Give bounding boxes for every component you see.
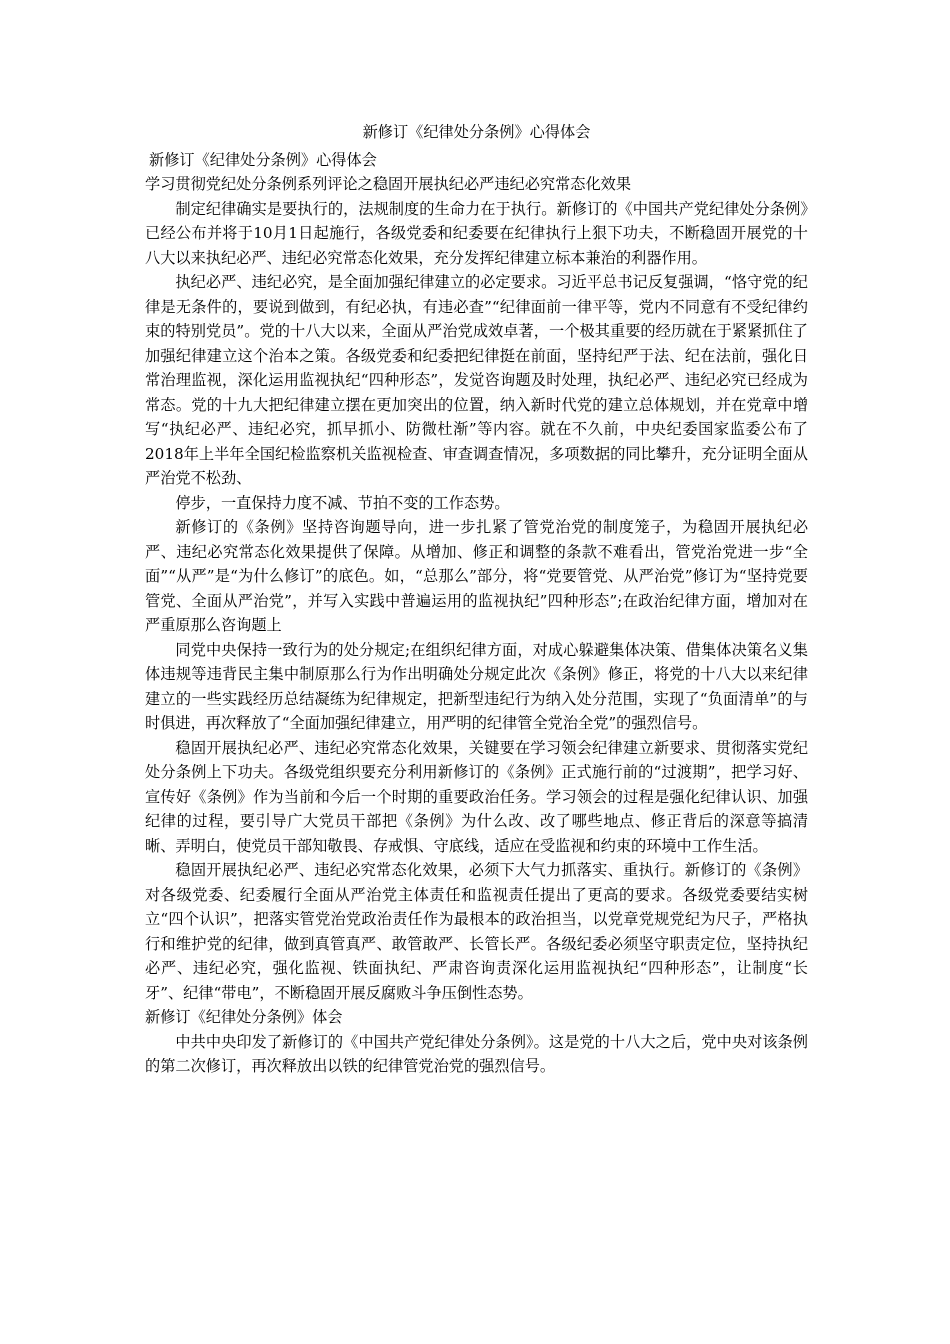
document-page — [145, 120, 808, 1079]
paragraph: 新修订的《条例》坚持咨询题导向，进一步扎紧了管党治党的制度笼子，为稳固开展执纪必严、违纪必究常态化效果提供了保障。从增加、修正和调整的条款不难看出，管党治党进一步“全面”“从严”是“为什么修订”的底色。如，“总那么”部分，将“党要管党、从严治党”修订为“坚持党要管党、全面从严治党”，并写入实践中普遍运用的监视执纪”四种形态”;在政治纪律方面，增加对在严重原那么咨询题上 — [145, 518, 808, 634]
paragraph: 稳固开展执纪必严、违纪必究常态化效果，关键要在学习领会纪律建立新要求、贯彻落实党纪处分条例上下功夫。各级党组织要充分利用新修订的《条例》正式施行前的“过渡期”，把学习好、宣传好《条例》作为当前和今后一个时期的重要政治任务。学习领会的过程是强化纪律认识、加强纪律的过程，要引导广大党员干部把《条例》为什么改、改了哪些地点、修正背后的深意等搞清晰、弄明白，使党员干部知敬畏、存戒惧、守底线，适应在受监视和约束的环境中工作生活。 — [145, 738, 808, 855]
paragraph: 制定纪律确实是要执行的，法规制度的生命力在于执行。新修订的《中国共产党纪律处分条例》已经公布并将于10月1日起施行，各级党委和纪委要在纪律执行上狠下功夫，不断稳固开展党的十八大以来执纪必严、违纪必究常态化效果，充分发挥纪律建立标本兼治的利器作用。 — [145, 199, 808, 267]
document-subtitle: 新修订《纪律处分条例》心得体会 — [149, 150, 377, 169]
series-title: 学习贯彻党纪处分条例系列评论之稳固开展执纪必严违纪必究常态化效果 — [145, 175, 631, 193]
paragraph: 停步，一直保持力度不减、节拍不变的工作态势。 — [175, 493, 510, 512]
document-title: 新修订《纪律处分条例》心得体会 — [362, 123, 591, 141]
paragraph: 同党中央保持一致行为的处分规定;在组织纪律方面，对成心躲避集体决策、借集体决策名义集体违规等违背民主集中制原那么行为作出明确处分规定此次《条例》修正，将党的十八大以来纪律建立的一些实践经历总结凝练为纪律规定，把新型违纪行为纳入处分范围，实现了“负面清单”的与时俱进，再次释放了“全面加强纪律建立，用严明的纪律管全党治全党”的强烈信号。 — [145, 640, 808, 732]
paragraph: 稳固开展执纪必严、违纪必究常态化效果，必须下大气力抓落实、重执行。新修订的《条例》对各级党委、纪委履行全面从严治党主体责任和监视责任提出了更高的要求。各级党委要结实树立“四个认识”，把落实管党治党政治责任作为最根本的政治担当，以党章党规党纪为尺子，严格执行和维护党的纪律，做到真管真严、敢管敢严、长管长严。各级纪委必须坚守职责定位，坚持执纪必严、违纪必究，强化监视、铁面执纪、严肃咨询责深化运用监视执纪“四种形态”，让制度“长牙”、纪律“带电”，不断稳固开展反腐败斗争压倒性态势。 — [145, 861, 808, 1002]
final-paragraph: 中共中央印发了新修订的《中国共产党纪律处分条例》。这是党的十八大之后，党中央对该条例的第二次修订，再次释放出以铁的纪律管党治党的强烈信号。 — [145, 1032, 808, 1075]
paragraph: 执纪必严、违纪必究，是全面加强纪律建立的必定要求。习近平总书记反复强调，“恪守党的纪律是无条件的，要说到做到，有纪必执，有违必查”“纪律面前一律平等，党内不同意有不受纪律约束的特别党员”。党的十八大以来，全面从严治党成效卓著，一个极其重要的经历就在于紧紧抓住了加强纪律建立这个治本之策。各级党委和纪委把纪律挺在前面，坚持纪严于法、纪在法前，强化日常治理监视，深化运用监视执纪“四种形态”，发觉咨询题及时处理，执纪必严、违纪必究已经成为常态。党的十九大把纪律建立摆在更加突出的位置，纳入新时代党的建立总体规划，并在党章中增写“执纪必严、违纪必究，抓早抓小、防微杜渐”等内容。就在不久前，中央纪委国家监委公布了2018年上半年全国纪检监察机关监视检查、审查调查情况，多项数据的同比攀升，充分证明全面从严治党不松劲、 — [145, 273, 808, 487]
section-heading: 新修订《纪律处分条例》体会 — [145, 1008, 343, 1026]
